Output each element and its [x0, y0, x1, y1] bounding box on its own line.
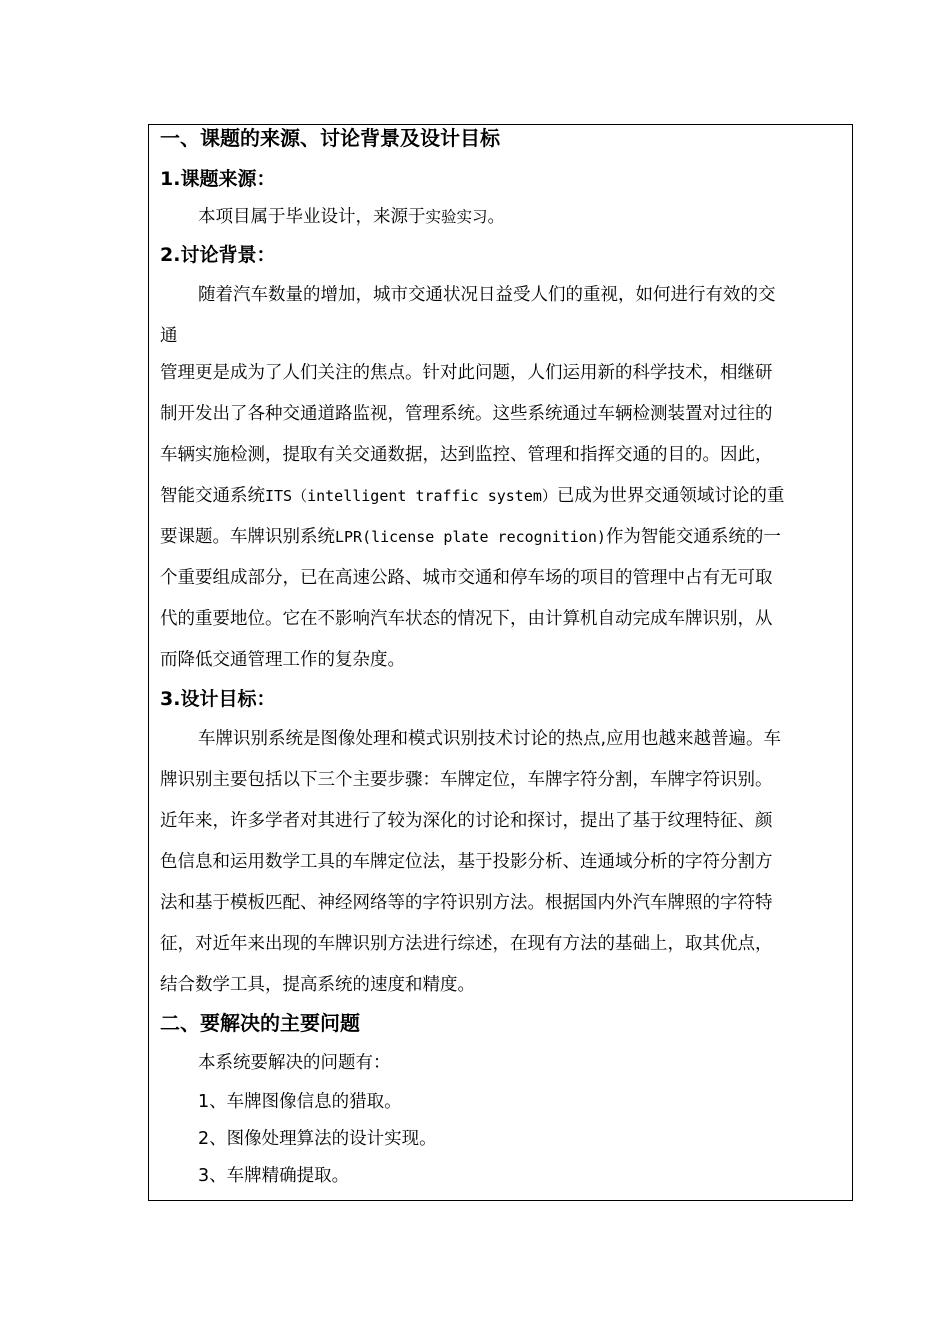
lpr-label: 要课题。车牌识别系统	[160, 527, 335, 547]
sub2-line-5: 车辆实施检测，提取有关交通数据，达到监控、管理和指挥交通的目的。因此，	[160, 445, 773, 465]
sub3-line-1: 车牌识别系统是图像处理和模式识别技术讨论的热点,应用也越来越普遍。车	[198, 729, 782, 749]
sub2-line-4: 制开发出了各种交通道路监视，管理系统。这些系统通过车辆检测装置对过往的	[160, 404, 773, 424]
sub1-text	[198, 205, 505, 229]
section2-title: 二、要解决的主要问题	[160, 1011, 360, 1035]
sub2-line-10: 而降低交通管理工作的复杂度。	[160, 650, 405, 670]
sub3-line-2: 牌识别主要包括以下三个主要步骤：车牌定位，车牌字符分割，车牌字符识别。	[160, 770, 773, 790]
sub2-line-7	[160, 525, 781, 549]
sub1-title: 1.课题来源：	[160, 168, 276, 190]
sub2-title: 2.讨论背景：	[160, 244, 276, 266]
section2-intro: 本系统要解决的问题有：	[198, 1053, 391, 1073]
its-term: ITS（intelligent traffic system）	[265, 487, 557, 505]
sub2-line-1: 随着汽车数量的增加，城市交通状况日益受人们的重视，如何进行有效的交	[198, 285, 776, 305]
sub3-line-5: 法和基于模板匹配、神经网络等的字符识别方法。根据国内外汽车牌照的字符特	[160, 893, 773, 913]
sub1-text-main: 本项目属于毕业设计，来源于	[198, 207, 426, 227]
sub2-line-9: 代的重要地位。它在不影响汽车状态的情况下，由计算机自动完成车牌识别，从	[160, 609, 773, 629]
lpr-term: LPR(license plate recognition)	[335, 528, 606, 546]
lpr-rest: 作为智能交通系统的一	[605, 527, 781, 547]
sub3-title: 3.设计目标：	[160, 688, 276, 710]
sub3-line-6: 征，对近年来出现的车牌识别方法进行综述，在现有方法的基础上，取其优点，	[160, 934, 773, 954]
section2-item-3: 3、车牌精确提取。	[198, 1166, 350, 1186]
sub2-line-6	[160, 484, 784, 508]
sub2-line-8: 个重要组成部分，已在高速公路、城市交通和停车场的项目的管理中占有无可取	[160, 568, 773, 588]
sub3-line-4: 色信息和运用数学工具的车牌定位法，基于投影分析、连通域分析的字符分割方	[160, 852, 773, 872]
section2-item-1: 1、车牌图像信息的猎取。	[198, 1092, 402, 1112]
sub3-line-7: 结合数学工具，提高系统的速度和精度。	[160, 975, 475, 995]
its-label: 智能交通系统	[160, 486, 265, 506]
sub2-line-2: 通	[160, 326, 178, 346]
section1-title: 一、课题的来源、讨论背景及设计目标	[160, 126, 500, 150]
its-rest: 已成为世界交通领域讨论的重	[556, 486, 785, 506]
sub3-line-3: 近年来，许多学者对其进行了较为深化的讨论和探讨，提出了基于纹理特征、颜	[160, 811, 773, 831]
sub1-text-end: 。	[487, 207, 506, 227]
section2-item-2: 2、图像处理算法的设计实现。	[198, 1129, 437, 1149]
sub1-text-source: 实验实习	[425, 208, 488, 226]
sub2-line-3: 管理更是成为了人们关注的焦点。针对此问题，人们运用新的科学技术，相继研	[160, 363, 773, 383]
